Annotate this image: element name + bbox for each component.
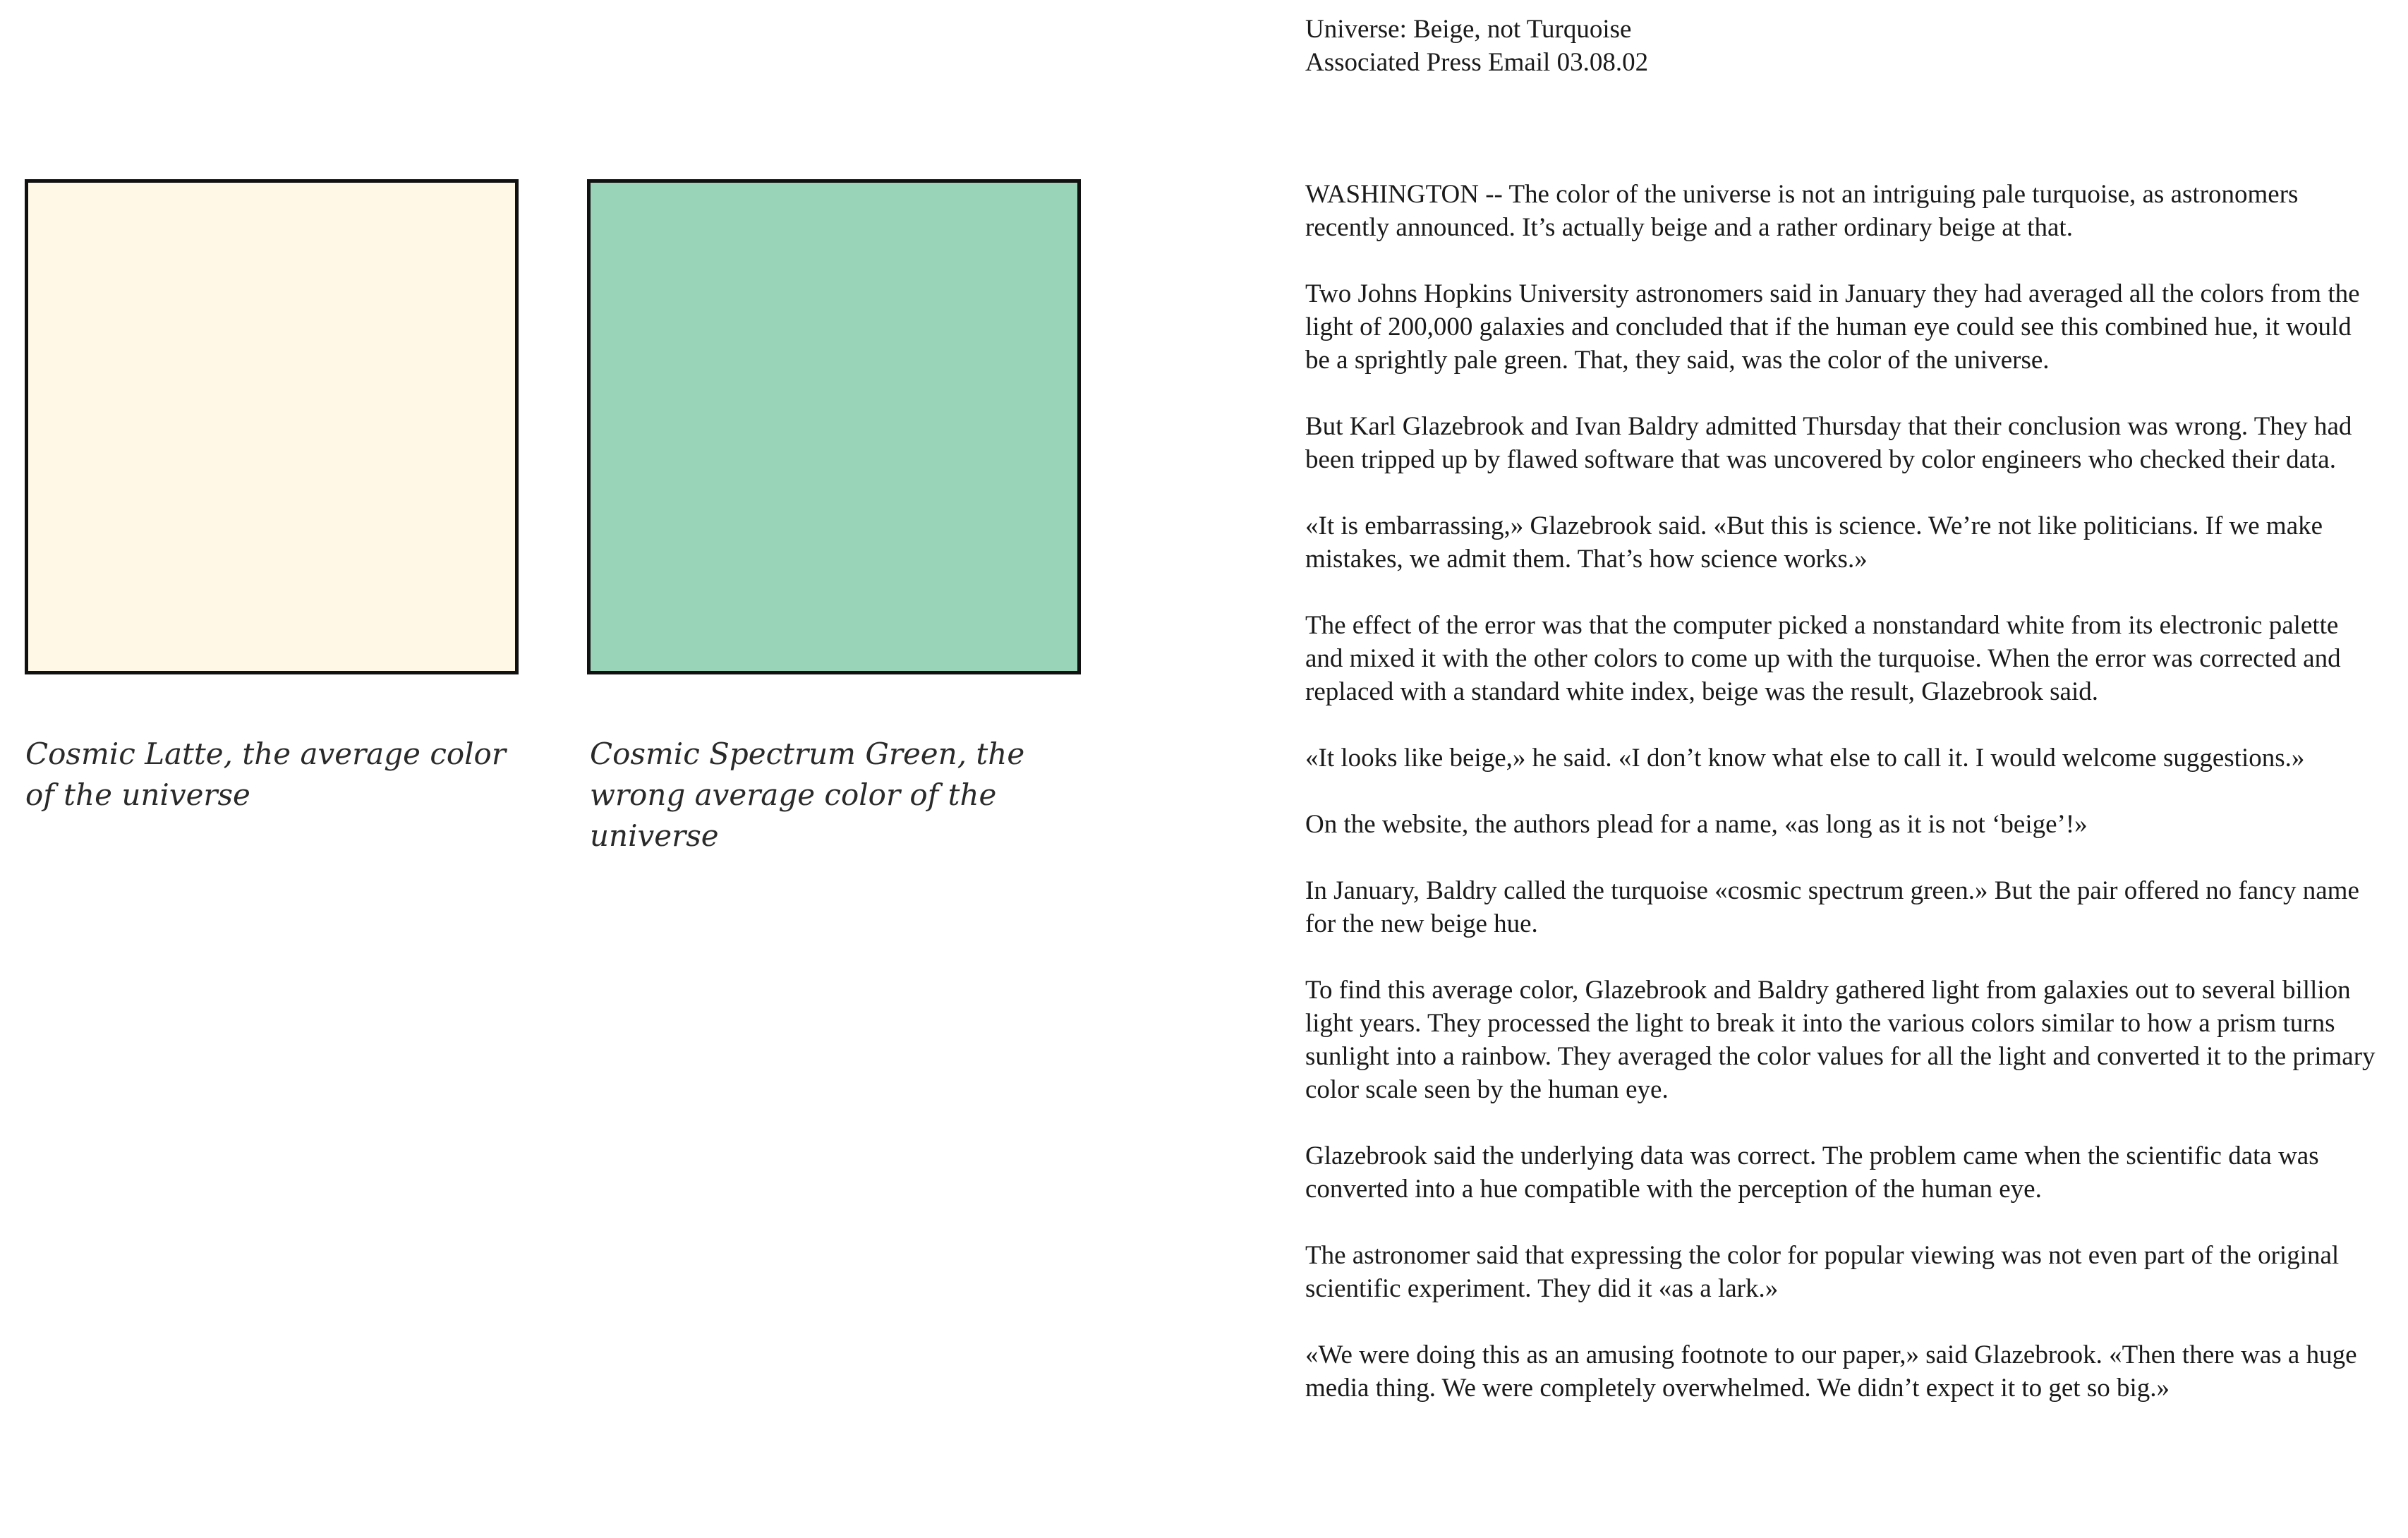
article-paragraph: In January, Baldry called the turquoise «cosmic spectrum green.» But the pair offered no fancy name for the new beige hue. xyxy=(1305,876,2359,938)
article-paragraph: «We were doing this as an amusing footnote to our paper,» said Glazebrook. «Then there was a huge media thing. We were completely overwhelmed. We didn’t expect it to get so big.» xyxy=(1305,1340,2357,1403)
cosmic-latte-swatch xyxy=(25,179,519,674)
article-paragraph: «It is embarrassing,» Glazebrook said. «But this is science. We’re not like politicians. If we make mistakes, we admit them. That’s how science works.» xyxy=(1305,511,2323,574)
article-paragraph: The effect of the error was that the computer picked a nonstandard white from its electronic palette and mixed it with the other colors to come up with the turquoise. When the error was corrected and replaced with a standard white index, beige was the result, Glazebrook said. xyxy=(1305,611,2341,706)
article-paragraph: Two Johns Hopkins University astronomers said in January they had averaged all the colors from the light of 200,000 galaxies and concluded that if the human eye could see this combined hue, it would be a sprightly pale green. That, they said, was the color of the universe. xyxy=(1305,279,2360,375)
article-paragraph: But Karl Glazebrook and Ivan Baldry admitted Thursday that their conclusion was wrong. They had been tripped up by flawed software that was uncovered by color engineers who checked their data. xyxy=(1305,412,2352,474)
article-source: Associated Press Email 03.08.02 xyxy=(1305,48,1649,77)
article-paragraph: To find this average color, Glazebrook and Baldry gathered light from galaxies out to several billion light years. They processed the light to break it into the various colors similar to how a prism turns sunlight into a rainbow. They averaged the color values for all the light and converted it to the primary color scale seen by the human eye. xyxy=(1305,976,2376,1104)
article-header xyxy=(1305,13,2378,79)
cosmic-spectrum-green-swatch xyxy=(587,179,1081,674)
article xyxy=(1305,13,2378,1438)
cosmic-spectrum-green-caption: Cosmic Spectrum Green, the wrong average color of the universe xyxy=(590,737,1025,853)
article-paragraph: «It looks like beige,» he said. «I don’t know what else to call it. I would welcome suggestions.» xyxy=(1305,744,2305,773)
article-paragraph: WASHINGTON -- The color of the universe is not an intriguing pale turquoise, as astronomers recently announced. It’s actually beige and a rather ordinary beige at that. xyxy=(1305,180,2299,242)
article-paragraph: On the website, the authors plead for a name, «as long as it is not ‘beige’!» xyxy=(1305,810,2088,839)
article-paragraph: Glazebrook said the underlying data was correct. The problem came when the scientific data was converted into a hue compatible with the perception of the human eye. xyxy=(1305,1142,2319,1204)
article-paragraph: The astronomer said that expressing the color for popular viewing was not even part of the original scientific experiment. They did it «as a lark.» xyxy=(1305,1241,2340,1303)
cosmic-latte-caption: Cosmic Latte, the average color of the universe xyxy=(25,737,506,812)
article-title: Universe: Beige, not Turquoise xyxy=(1305,15,1632,44)
